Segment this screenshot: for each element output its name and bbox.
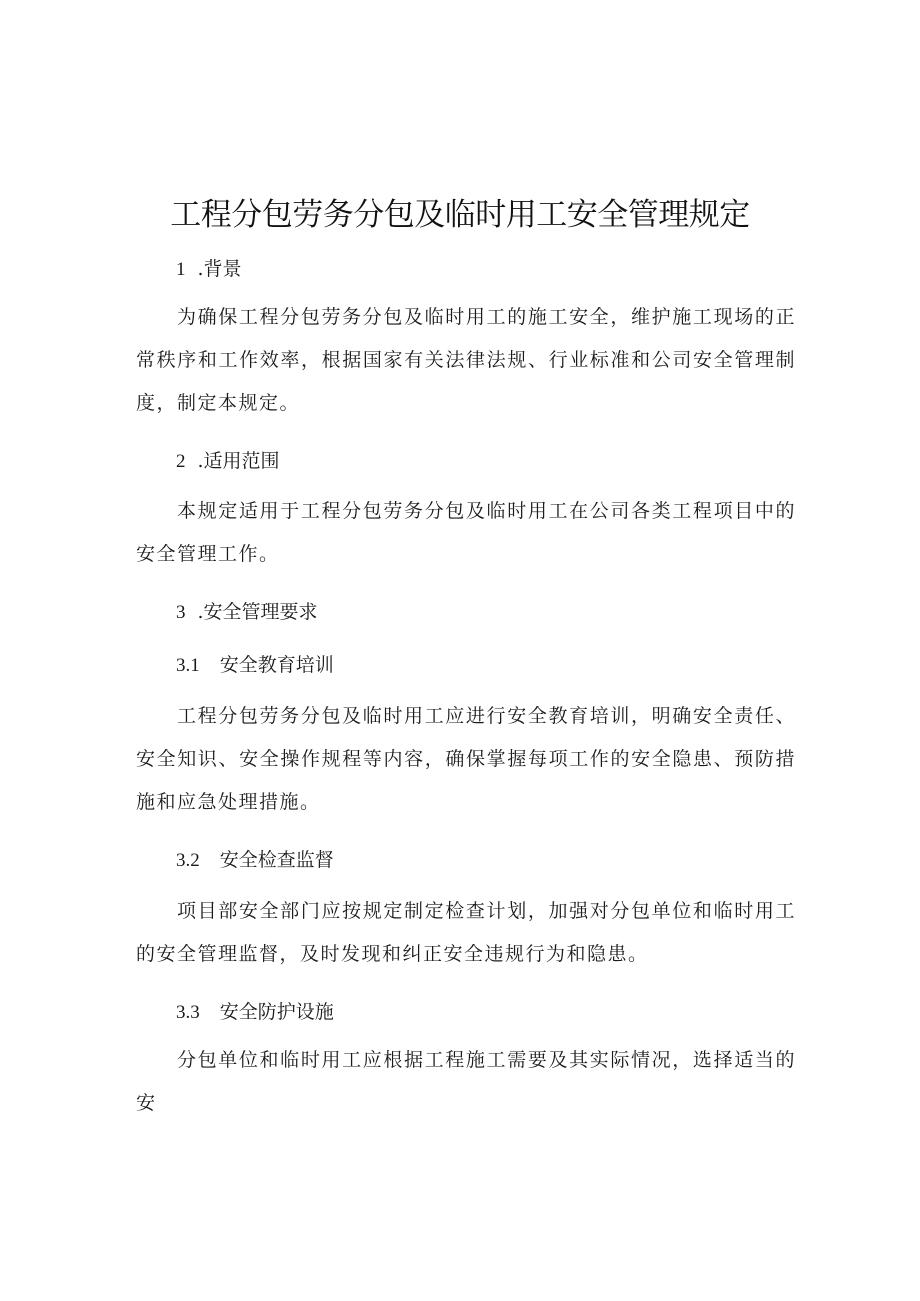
section-paragraph-scope: 本规定适用于工程分包劳务分包及临时用工在公司各类工程项目中的安全管理工作。 <box>136 500 796 565</box>
section-paragraph-background: 为确保工程分包劳务分包及临时用工的施工安全，维护施工现场的正常秩序和工作效率，根据国家有关法律法规、行业标准和公司安全管理制度，制定本规定。 <box>136 306 796 414</box>
subsection-number: 3.1 <box>176 655 200 676</box>
subsection-paragraph-inspection: 项目部安全部门应按规定制定检查计划，加强对分包单位和临时用工的安全管理监督，及时发现和纠正安全违规行为和隐患。 <box>136 900 796 965</box>
subsection-heading-training <box>176 650 796 681</box>
document-title: 工程分包劳务分包及临时用工安全管理规定 <box>170 197 750 233</box>
subsection-heading-protection <box>176 997 796 1028</box>
section-heading-text: .安全管理要求 <box>197 601 318 623</box>
subsection-paragraph-training: 工程分包劳务分包及临时用工应进行安全教育培训，明确安全责任、安全知识、安全操作规程等内容，确保掌握每项工作的安全隐患、预防措施和应急处理措施。 <box>136 705 796 813</box>
subsection-number: 3.3 <box>176 1002 200 1023</box>
section-heading-background <box>176 254 796 285</box>
section-heading-scope <box>176 446 796 477</box>
subsection-heading-text: 安全检查监督 <box>219 849 334 871</box>
section-heading-text: .适用范围 <box>197 450 280 472</box>
section-number: 2 <box>176 451 186 472</box>
subsection-heading-text: 安全防护设施 <box>219 1001 334 1023</box>
subsection-number: 3.2 <box>176 850 200 871</box>
subsection-paragraph-protection: 分包单位和临时用工应根据工程施工需要及其实际情况，选择适当的安 <box>136 1049 796 1114</box>
subsection-heading-inspection <box>176 845 796 876</box>
section-heading-requirements <box>176 597 796 628</box>
section-number: 3 <box>176 602 186 623</box>
section-number: 1 <box>176 259 186 280</box>
section-heading-text: .背景 <box>197 258 242 280</box>
subsection-heading-text: 安全教育培训 <box>219 654 334 676</box>
